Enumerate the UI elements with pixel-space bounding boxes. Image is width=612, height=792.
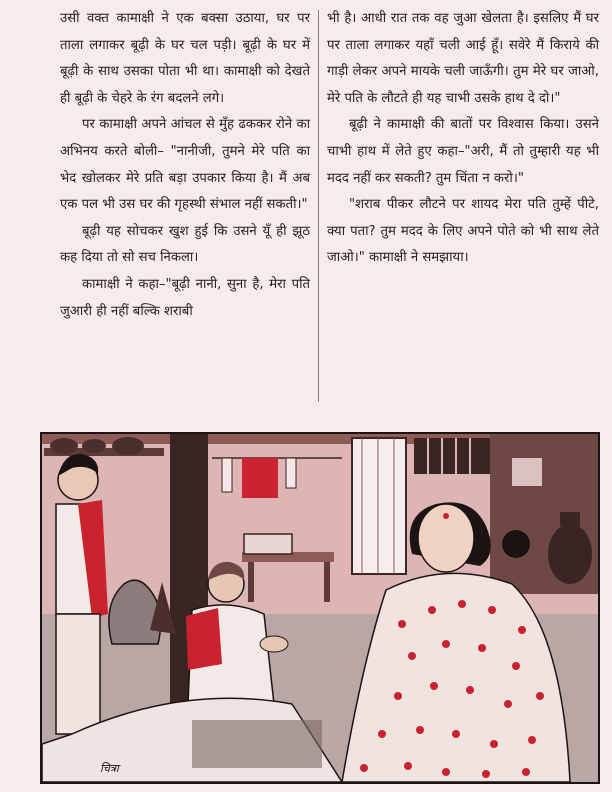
story-paragraph: "शराब पीकर लौटने पर शायद मेरा पति तुम्हें पीटे, क्या पता? तुम मदद के लिए अपने पोते को भी साथ लेते जाओ।" कामाक्षी ने समझाया। <box>327 197 599 266</box>
door <box>352 438 406 574</box>
story-illustration <box>40 432 600 784</box>
story-paragraph: बूढ़ी ने कामाक्षी की बातों पर विश्वास किया। उसने चाभी हाथ में लेते हुए कहा–"अरी, मैं तो तुम्हारी यह भी मदद नहीं कर सकती? तुम चिंता न करो।" <box>327 117 599 186</box>
clay-pot <box>548 524 592 584</box>
illustration-scene <box>42 434 598 782</box>
story-column-right <box>327 6 599 272</box>
pot <box>50 438 78 454</box>
story-paragraph: उसी वक्त कामाक्षी ने एक बक्सा उठाया, घर पर ताला लगाकर बूढ़ी के घर चल पड़ी। बूढ़ी के घर में बूढ़ी के साथ उसका पोता भी था। कामाक्षी को देखते ही बूढ़ी के चेहरे के रंग बदलने लगे। <box>60 11 310 106</box>
story-paragraph: बूढ़ी यह सोचकर खुश हुई कि उसने यूँ ही झूठ कह दिया तो सो सच निकला। <box>60 223 310 266</box>
pot <box>112 437 144 455</box>
hanging-cloth <box>242 458 278 498</box>
trunk-box <box>244 534 292 554</box>
pot <box>82 439 106 453</box>
story-paragraph: पर कामाक्षी अपने आंचल से मुँह ढककर रोने का अभिनय करते बोली– "नानीजी, तुमने मेरे पति का भेद खोलकर मेरे प्रति बड़ा उपकार किया है। मैं अब एक पल भी उस घर की गृहस्थी संभाल नहीं सकती।" <box>60 117 310 213</box>
story-column-left <box>60 6 310 325</box>
artist-signature: चित्रा <box>100 762 119 775</box>
column-divider <box>318 10 319 402</box>
story-paragraph: कामाक्षी ने कहा–"बूढ़ी नानी, सुना है, मेरा पति जुआरी ही नहीं बल्कि शराबी <box>60 276 310 319</box>
story-paragraph: भी है। आधी रात तक वह जुआ खेलता है। इसलिए मैं घर पर ताला लगाकर यहाँ चली आई हूँ। सवेरे मैं किराये की गाड़ी लेकर अपने मायके चली जाऊँगी। तुम मेरे घर जाओ, मेरे पति के लौटते ही यह चाभी उसके हाथ दे दो।" <box>327 11 599 106</box>
window <box>414 438 490 474</box>
